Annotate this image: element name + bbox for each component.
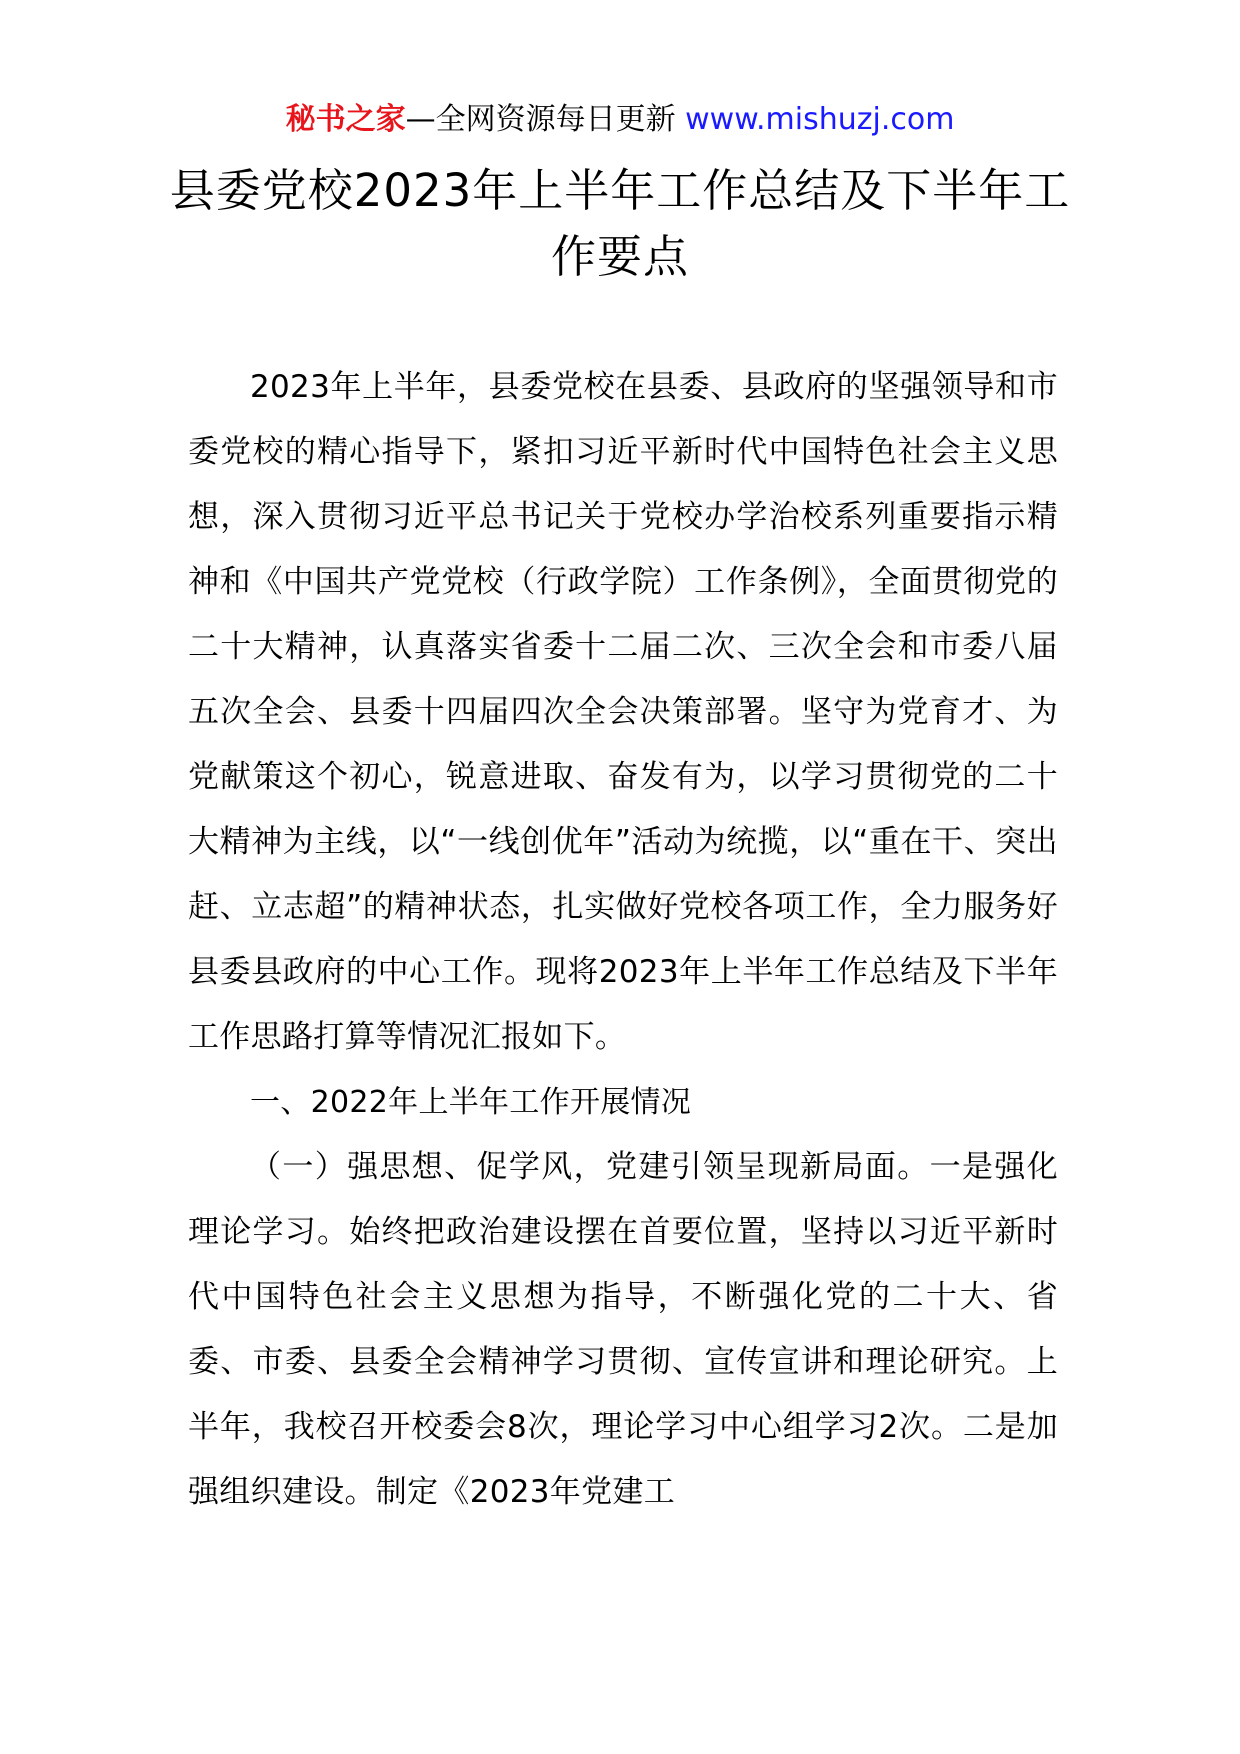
header-slogan: —全网资源每日更新	[405, 102, 676, 137]
site-url-link[interactable]: www.mishuzj.com	[685, 102, 955, 137]
document-title: 县委党校2023年上半年工作总结及下半年工作要点	[169, 164, 1071, 283]
body-paragraph: （一）强思想、促学风，党建引领呈现新局面。一是强化理论学习。始终把政治建设摆在首要位置，坚持以习近平新时代中国特色社会主义思想为指导，不断强化党的二十大、省委、市委、县委全会精神学习贯彻、宣传宣讲和理论研究。上半年，我校召开校委会8次，理论学习中心组学习2次。二是加强组织建设。制定《2023年党建工	[188, 1149, 1058, 1510]
document-body	[188, 355, 1058, 1525]
brand-name: 秘书之家	[285, 102, 406, 137]
section-heading: 一、2022年上半年工作开展情况	[250, 1085, 692, 1120]
site-header	[0, 100, 1240, 140]
intro-paragraph: 2023年上半年，县委党校在县委、县政府的坚强领导和市委党校的精心指导下，紧扣习近平新时代中国特色社会主义思想，深入贯彻习近平总书记关于党校办学治校系列重要指示精神和《中国共产党党校（行政学院）工作条例》，全面贯彻党的二十大精神，认真落实省委十二届二次、三次全会和市委八届五次全会、县委十四届四次全会决策部署。坚守为党育才、为党献策这个初心，锐意进取、奋发有为，以学习贯彻党的二十大精神为主线，以“一线创优年”活动为统揽，以“重在干、突出赶、立志超”的精神状态，扎实做好党校各项工作，全力服务好县委县政府的中心工作。现将2023年上半年工作总结及下半年工作思路打算等情况汇报如下。	[188, 369, 1058, 1055]
